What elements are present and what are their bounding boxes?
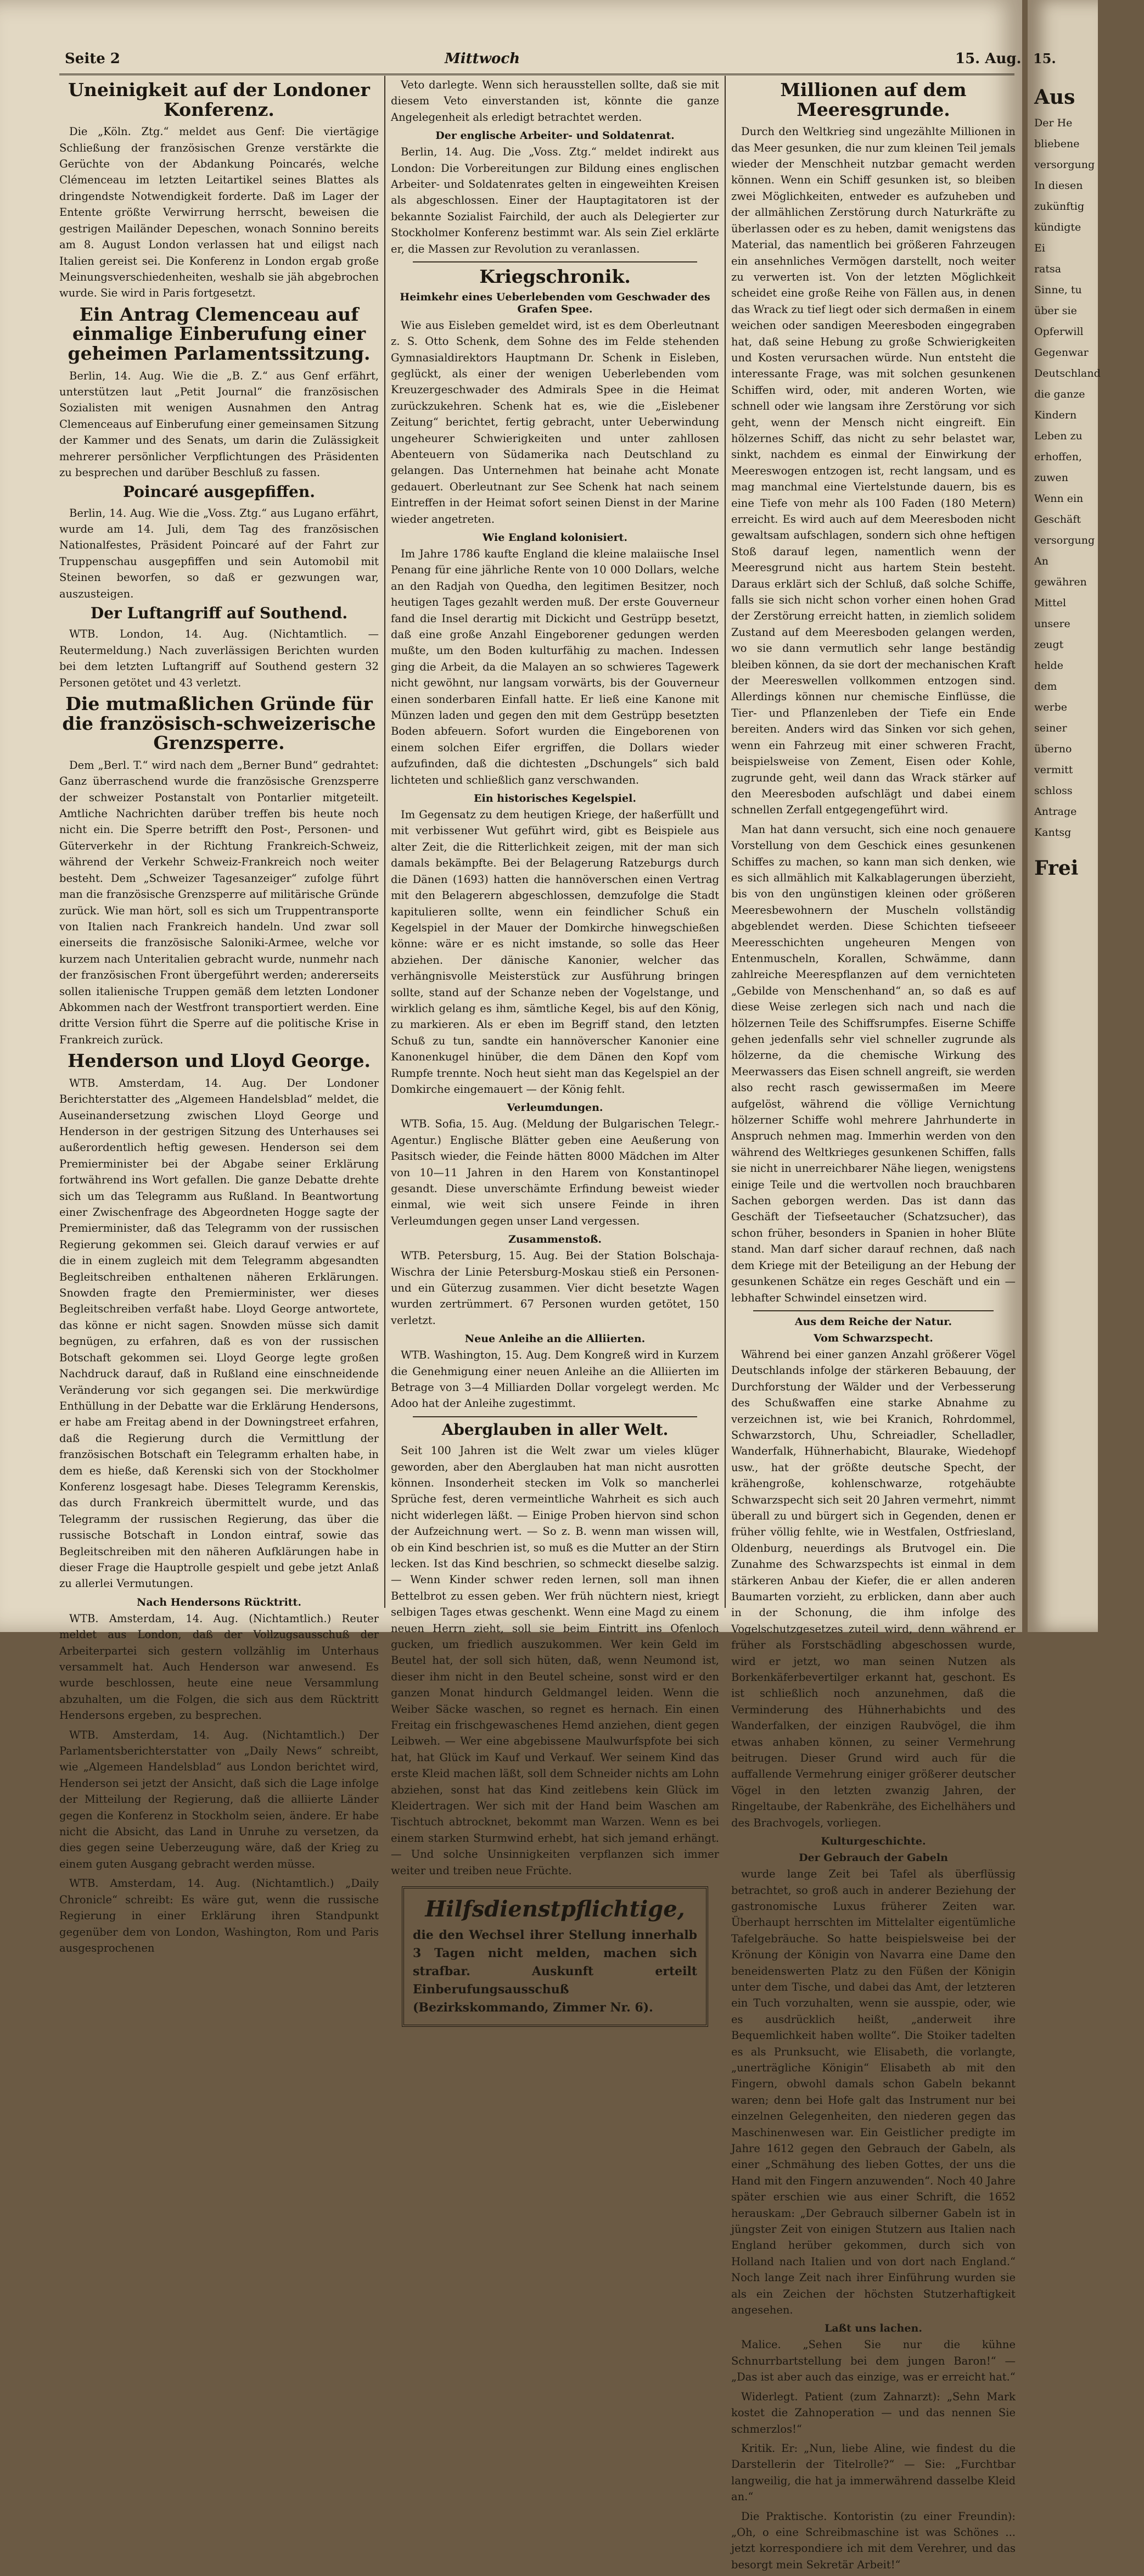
article: [391, 130, 719, 257]
subheadline: Wie England kolonisiert.: [483, 531, 627, 544]
article: [391, 1422, 719, 1879]
edge-line: die ganze: [1034, 388, 1085, 400]
subheadline: Heimkehr eines Ueberlebenden vom Geschwader des Grafen Spee.: [400, 290, 710, 315]
edge-line: In diesen: [1034, 180, 1083, 192]
column-rule: [725, 76, 726, 1608]
edge-line: dem: [1034, 680, 1057, 692]
headline: Laßt uns lachen.: [825, 2322, 922, 2335]
article-body: Veto darlegte. Wenn sich herausstellen sollte, daß sie mit diesem Veto einverstanden ist, könnte die ganze Angelegenheit als erledigt betrachtet werden.: [391, 79, 719, 124]
edge-line: Ei: [1034, 242, 1045, 254]
edge-line: seiner: [1034, 722, 1067, 734]
article-body: Seit 100 Jahren ist die Welt zwar um vieles klüger geworden, aber den Aberglauben hat man nicht ausrotten können. Insonderheit stecken im Volk so mancherlei Sprüche fest, deren vermeintliche Wahrheit es sich auch nicht widerlegen läßt. — Einige Proben hiervon sind schon der Aufzeichnung wert. — So z. B. wenn man wissen will, ob ein Kind beschrien ist, so muß es die Mutter an der Stirn lecken. Ist das Kind beschrien, so schmeckt dieselbe salzig. — Wenn Kinder schwer reden lernen, soll man ihnen Bettelbrot zu essen geben. Wer früh nüchtern niest, kriegt selbigen Tages etwas geschenkt. Wenn eine Magd zu einem neuen Herrn zieht, soll sie beim Eintritt ins Ofenloch gucken, um friedlich auszukommen. Wer kein Geld im Beutel hat, der soll sich hüten, daß, wenn Neumond ist, dieser ihm nicht in den Beutel scheine, sonst wird er den ganzen Monat hindurch Geldmangel leiden. Wenn die Weiber Säcke waschen, so regnet es hernach. Ein einen Freitag ein frischgewaschenes Hemd anziehen, dient gegen Leibweh. — Wer eine abgebissene Maulwurfspfote bei sich hat, hat Glück im Kauf und Verkauf. Wer seinem Kind das erste Kleid machen läßt, soll dem Schneider nichts am Lohn abziehen, sonst hat das Kind zeitlebens kein Glück im Kleidertragen. Wer sich mit der Hand beim Waschen am Tischtuch abtrocknet, bekommt man Warzen. Wenn es bei einem starken Sturmwind erhebt, hat sich jemand erhängt. — Und solche Unsinnigkeiten verpflanzen sich immer weiter und treiben neue Früchte.: [391, 1444, 719, 1877]
divider: [413, 1416, 697, 1417]
headline: Poincaré ausgepfiffen.: [123, 483, 315, 501]
subheadline: Vom Schwarzspecht.: [814, 1332, 933, 1344]
headline: Kriegschronik.: [479, 266, 631, 288]
article: [59, 1596, 379, 1957]
article: [59, 1051, 379, 1592]
headline: Aus dem Reiche der Natur.: [794, 1315, 952, 1328]
headline: Aberglauben in aller Welt.: [441, 1420, 669, 1439]
article-body: WTB. Petersburg, 15. Aug. Bei der Station Bolschaja-Wischra der Linie Petersburg-Moskau stieß ein Personen- und ein Güterzug zusammen. Vier dicht besetzte Wagen wurden zertrümmert. 67 Personen wurden getötet, 150 verletzt.: [391, 1249, 719, 1327]
next-page-edge: [1028, 0, 1101, 1632]
edge-line: vermitt: [1034, 764, 1073, 776]
article: [59, 694, 379, 1048]
column-rule: [384, 76, 385, 1608]
edge-line: Geschäft: [1034, 513, 1081, 526]
article: [59, 605, 379, 691]
edge-line: schloss: [1034, 785, 1073, 797]
edge-line: Sinne, tu: [1034, 284, 1082, 296]
article: [731, 2322, 1016, 2573]
article: [731, 1835, 1016, 2318]
article-body: Im Jahre 1786 kaufte England die kleine malaiische Insel Penang für eine jährliche Rente von 10 000 Dollars, welche an den Radjah von Quedha, den legitimen Besitzer, noch heutigen Tages gezahlt werden muß. Der erste Gouverneur fand die Insel derartig mit Dickicht und Gestrüpp besetzt, daß eine große Anzahl Eingeborener gedungen werden mußte, um den Boden kulturfähig zu machen. Indessen ging die Arbeit, da die Malayen an so schwieres Tagewerk nicht gewöhnt, nur langsam vorwärts, bis der Gouverneur einen sonderbaren Einfall hatte. Er ließ eine Kanone mit Münzen laden und gegen den mit dem Gestrüpp besetzten Boden abfeuern. Sofort wurden die Eingeborenen von einem solchen Eifer ergriffen, die Dollars wieder aufzufinden, daß die dichtesten „Dschungels“ sich bald lichteten und schließlich ganz verschwanden.: [391, 547, 719, 786]
edge-line: zuwen: [1034, 472, 1068, 484]
edge-line: ratsa: [1034, 263, 1062, 275]
divider: [413, 261, 697, 262]
next-page-text: [1034, 115, 1144, 840]
article-body: WTB. Washington, 15. Aug. Dem Kongreß wird in Kurzem die Genehmigung einer neuen Anleihe an die Alliierten im Betrage von 3—4 Milliarden Dollar vorgelegt werden. Mc Adoo hat der Anleihe zugestimmt.: [391, 1349, 719, 1410]
subheadline: Der Gebrauch der Gabeln: [799, 1852, 948, 1864]
article-body: Dem „Berl. T.“ wird nach dem „Berner Bund“ gedrahtet: Ganz überraschend wurde die französische Grenzsperre der schweizer Postanstalt von Pontarlier mitgeteilt. Amtliche Nachrichten darüber treffen bis heute noch nicht ein. Die Sperre betrifft den Post-, Personen- und Güterverkehr in der Richtung Frankreich-Schweiz, während der Verkehr Schweiz-Frankreich noch weiter besteht. Dem „Schweizer Tagesanzeiger“ zufolge führt man die französische Grenzsperre auf militärische Gründe zurück. Wie man hört, soll es sich um Truppentransporte von Italien nach Frankreich handeln. Und zwar soll einerseits die französische Saloniki-Armee, welche vor kurzem nach Unteritalien gebracht wurde, nunmehr nach der französischen Front übergeführt werden; andererseits sollen italienische Truppen gemäß dem letzten Londoner Abkommen nach der Westfront transportiert werden. Eine dritte Version führt die Sperre auf die politische Krise in Frankreich zurück.: [59, 758, 379, 1046]
advertisement-title: Hilfsdienstpflichtige,: [425, 1896, 685, 1923]
joke: Kritik. Er: „Nun, liebe Aline, wie findest du die Darstellerin der Titelrolle?“ — Sie: „Furchtbar langweilig, die hat ja immerwährend dasselbe Kleid an.“: [731, 2441, 1016, 2504]
edge-line: erhoffen,: [1034, 451, 1083, 463]
edge-line: helde: [1034, 660, 1063, 672]
edge-line: zukünftig: [1034, 200, 1085, 213]
column-3: [731, 77, 1016, 2576]
edge-line: Kantsg: [1034, 826, 1072, 839]
article-body: WTB. Sofia, 15. Aug. (Meldung der Bulgarischen Telegr.-Agentur.) Englische Blätter geben eine Aeußerung von Pasitsch wieder, die Feinde hätten 8000 Mädchen im Alter von 10—11 Jahren in den Harem von Konstantinopel gesandt. Diese unverschämte Erfindung beweist wieder einmal, wie weit sich unsere Feinde in ihren Verleumdungen gegen unser Land vergessen.: [391, 1117, 719, 1227]
article: [391, 267, 719, 527]
edge-line: Leben zu: [1034, 430, 1083, 442]
subheadline: Verleumdungen.: [507, 1102, 603, 1114]
headline: Ein Antrag Clemenceau auf einmalige Einberufung einer geheimen Parlamentssitzung.: [68, 303, 371, 364]
article-body: WTB. London, 14. Aug. (Nichtamtlich. — Reutermeldung.) Nach zuverlässigen Berichten wurden bei dem letzten Luftangriff auf Southend gestern 32 Personen getötet und 43 verletzt.: [59, 628, 379, 689]
article-body: Berlin, 14. Aug. Die „Voss. Ztg.“ meldet indirekt aus London: Die Vorbereitungen zur Bildung eines englischen Arbeiter- und Soldatenrates gelten in eingeweihten Kreisen als abgeschlossen. Einer der Hauptagitatoren ist der bekannte Sozialist Fairchild, der auch als Delegierter zur Stockholmer Konferenz bestimmt war. Als sein Ziel erklärte er, die Massen zur Revolution zu veranlassen.: [391, 146, 719, 255]
edge-line: über sie: [1034, 305, 1077, 317]
edge-line: Opferwill: [1034, 326, 1084, 338]
article-body: Man hat dann versucht, sich eine noch genauere Vorstellung von dem Geschick eines gesunkenen Schiffes zu machen, so kann man sich denken, wie es sich allmählich mit Kalkablagerungen überzieht, bis von den ungünstigen kleinen oder größeren Meeresbewohnern der Muscheln vollständig abgeblendet werden. Diese Schichten tiefseeer Meeresschichten ungeheuren Mengen von Entenmuscheln, Korallen, Schwämme, dann zahlreiche Meerespflanzen auf dem vernichteten „Gebilde von Menschenhand“ an, so daß es auf diese Weise zerlegen sich nach und nach die hölzernen Teile des Schiffsrumpfes. Eiserne Schiffe gehen jedenfalls sehr viel schneller zugrunde als hölzerne, da die chemische Wirkung des Meerwassers das Eisen schnell angreift, sie werden also recht rasch gewissermaßen im Meere aufgelöst, während die völlige Vernichtung hölzerner Schiffe wohl mehrere Jahrhunderte in Anspruch nehmen mag. Immerhin werden von den während des Weltkrieges gesunkenen Schiffen, falls sie nicht in unerreichbarer Nähe liegen, wenigstens einige Teile und die wertvollen noch brauchbaren Sachen geborgen werden. Das ist dann das Geschäft der Tiefseetaucher (Schatzsucher), das schon früher, besonders in Spanien in hoher Blüte stand. Man darf sicher darauf rechnen, daß nach dem Kriege mit der Beteiligung an der Hebung der gesunkenen Schätze ein reges Geschäft und ein — lebhafter Schwindel einsetzen wird.: [731, 823, 1016, 1304]
header-rule: [59, 74, 1014, 75]
edge-line: unsere: [1034, 618, 1070, 630]
subheadline: Neue Anleihe an die Alliierten.: [464, 1333, 646, 1345]
article: [731, 80, 1016, 1306]
edge-line: Antrage: [1034, 806, 1077, 818]
article-body: Im Gegensatz zu dem heutigen Kriege, der haßerfüllt und mit verbissener Wut geführt wird, gibt es Beispiele aus alter Zeit, die die Ritterlichkeit zeigen, mit der man sich damals bekämpfte. Bei der Belagerung Ratzeburgs durch die Dänen (1693) hatten die hannöverschen einen Vertrag mit den Belagerern abgeschlossen, demzufolge die Stadt kapitulieren sollte, wenn ein feindlicher Schuß ein Kegelspiel in der Mauer der Domkirche hinwegschießen könne: wäre er es nicht imstande, so solle das Heer abziehen. Der dänische Kanonier, welcher das verhängnisvolle Meisterstück zur Ausführung bringen sollte, stand auf der Schanze neben der Vogelstange, und wirklich gelang es ihm, sämtliche Kegel, bis auf den König, zu markieren. Als er eben im Begriff stand, den letzten Schuß zu tun, sandte ein hannöverscher Kanonier eine Kanonenkugel hinüber, die dem Dänen den Kopf vom Rumpfe trennte. Noch heut sieht man das Kegelspiel an der Domkirche eingemauert — der König fehlt.: [391, 808, 719, 1096]
headline: Uneinigkeit auf der Londoner Konferenz.: [68, 79, 370, 120]
joke: Malice. „Sehen Sie nur die kühne Schnurrbartstellung bei dem jungen Baron!“ — „Das ist aber auch das einzige, was er erreicht hat.“: [731, 2338, 1016, 2384]
edge-line: versorgung: [1034, 534, 1095, 546]
edge-line: Gegenwar: [1034, 347, 1089, 359]
article: [391, 1233, 719, 1328]
edge-line: Mittel: [1034, 597, 1067, 609]
article-body: WTB. Amsterdam, 14. Aug. (Nichtamtlich.) „Daily Chronicle“ schreibt: Es wäre gut, wenn die russische Regierung in einer Erklärung ihren Standpunkt gegenüber dem von London, Washington, Rom und Paris ausgesprochenen: [59, 1877, 379, 1954]
headline: Der Luftangriff auf Southend.: [90, 604, 348, 623]
article-body: Berlin, 14. Aug. Wie die „Voss. Ztg.“ aus Lugano erfährt, wurde am 14. Juli, dem Tag des französischen Nationalfestes, Präsident Poincaré auf der Fahrt zur Truppenschau ausgepfiffen und sein Automobil mit Steinen beworfen, so daß er gezwungen war, auszusteigen.: [59, 506, 379, 600]
next-page-number: 15.: [1033, 51, 1056, 66]
edge-line: zeugt: [1034, 639, 1064, 651]
article: [391, 1102, 719, 1229]
article: [731, 1316, 1016, 1831]
joke: Die Praktische. Kontoristin (zu einer Freundin): „Oh, o eine Schreibmaschine ist was Schönes ... jetzt korrespondiere ich mit dem Verehrer, und das besorgt mein Sekretär Arbeit!“: [731, 2510, 1016, 2571]
column-1: [59, 77, 379, 1959]
next-page-headline-2: Frei: [1034, 857, 1079, 880]
date: 15. Aug.: [955, 51, 1022, 67]
edge-line: An: [1034, 555, 1048, 567]
headline: Millionen auf dem Meeresgrunde.: [780, 79, 967, 120]
article: [59, 305, 379, 481]
article-body: Die „Köln. Ztg.“ meldet aus Genf: Die viertägige Schließung der französischen Grenze verstärkte die Gerüchte von der Abdankung Poincarés, welche Clémenceau im letzten Leitartikel seines Blattes als dringendste Notwendigkeit forderte. Daß im Lager der Entente größte Verwirrung herrscht, beweisen die gestrigen Mailänder Depeschen, wonach Sonnino bereits am 8. August London verlassen hat und eiligst nach Italien gereist sei. Die Konferenz in London ergab große Meinungsverschiedenheiten, weshalb sie jäh abgebrochen wurde. Sie wird in Paris fortgesetzt.: [59, 125, 379, 300]
edge-line: überno: [1034, 743, 1072, 755]
article: [391, 792, 719, 1097]
edge-line: Kindern: [1034, 409, 1077, 421]
weekday: Mittwoch: [445, 51, 520, 67]
article-body: wurde lange Zeit bei Tafel als überflüssig betrachtet, so groß auch in anderer Beziehung der gastronomische Luxus früherer Zeiten war. Überhaupt herrschten im Mittelalter eigentümliche Tafelgebräuche. So hatte beispielsweise bei der Krönung der Königin von Navarra eine Dame den beneidenswerten Platz zu den Füßen der Königin unter dem Tische, und dabei das Amt, der letzteren ein Tuch vorzuhalten, wenn sie ausspie, oder, wie es ausdrücklich heißt, „anderweit ihre Bequemlichkeit haben wollte“. Die Stoiker tadelten es als Prunksucht, wie Elisabeth, die vorlangte, „unerträgliche Königin“ Elisabeth ab mit den Fingern, obwohl damals schon Gabeln bekannt waren; denn bei Hofe galt das Instrument nur bei einzelnen Gelegenheiten, den niederen gegen das Maschinenwesen war. Ein Geistlicher predigte im Jahre 1612 gegen den Gebrauch der Gabeln, als einer „Schmähung des lieben Gottes, der uns die Hand mit den Fingern anzuwenden“. Noch 40 Jahre später erschien wie aus einer Schrift, die 1652 herauskam: „Der Gebrauch silberner Gabeln ist in jüngster Zeit von einigen Stutzern aus Italien nach England herüber gekommen, durch sich von Holland nach Italien und von dort nach England.“ Noch lange Zeit nach ihrer Einführung wurden sie als ein Zeichen der höchsten Stutzerhaftigkeit angesehen.: [731, 1868, 1016, 2317]
edge-line: bliebene: [1034, 138, 1080, 150]
headline: Die mutmaßlichen Gründe für die französisch-schweizerische Grenzsperre.: [62, 692, 376, 754]
article-body: WTB. Amsterdam, 14. Aug. (Nichtamtlich.) Reuter meldet aus London, daß der Vollzugsausschuß der Arbeiterpartei sich gestern vollzählig im Unterhaus versammelt hat. Auch Henderson war anwesend. Es wurde beschlossen, heute eine neue Versammlung abzuhalten, um die Folgen, die sich aus dem Rücktritt Hendersons ergeben, zu besprechen.: [59, 1612, 379, 1722]
article-body: Durch den Weltkrieg sind ungezählte Millionen in das Meer gesunken, die nur zum kleinen Teil jemals wieder der Menschheit nutzbar gemacht werden können. Wenn ein Schiff gesunken ist, so bleiben zwei Möglichkeiten, entweder es aufzuheben und der allmählichen Zerstörung durch Naturkräfte zu überlassen oder es zu heben, damit wenigstens das Material, das namentlich bei größeren Fahrzeugen ein ansehnliches Vermögen darstellt, noch weiter zu verwerten ist. Von der letzten Möglichkeit scheidet eine große Reihe von Fällen aus, in denen das Wrack zu tief liegt oder sich dermaßen in einem weichen oder sandigen Meeresboden eingegraben hat, daß seine Hebung zu große Schwierigkeiten und Kosten verursachen würde. Nun entsteht die interessante Frage, was mit solchen gesunkenen Schiffen wird, oder, mit anderen Worten, wie schnell oder wie langsam ihre Zerstörung vor sich geht, wenn der Mensch nicht eingreift. Ein hölzernes Schiff, das nicht zu sehr belastet war, sinkt, nachdem es einmal der Einwirkung der Meereswogen entzogen ist, recht langsam, und es mag manchmal eine Viertelstunde dauern, bis es eine Tiefe von mehr als 100 Faden (180 Metern) erreicht. Es wird auch auf dem Meeresboden nicht gewaltsam aufschlagen, sondern sich ohne heftigen Stoß darauf legen, namentlich wenn der Meeresgrund nicht aus hartem Stein besteht. Daraus erklärt sich der Schluß, daß solche Schiffe, falls sie sich nicht schon vorher einen hohen Grad der Zerstörung erreicht hatten, in ziemlich solidem Zustand auf dem Meeresboden gelangen werden, wo sie dann vermutlich sehr lange beständig bleiben können, da sie dort der mechanischen Kraft der Meereswellen vollkommen entzogen sind. Allerdings können nur chemische Einflüsse, die Tier- und Pflanzenleben der Tiefe ein Ende bereiten. Anders wird das Sinken vor sich gehen, wenn ein Fahrzeug mit einer schweren Fracht, beispielsweise von Zement, Eisen oder Kohle, zugrunde geht, weil dann das Wrack stärker auf den Meeresboden aufschlägt und dabei einem schnellen Zerfall entgegengeführt wird.: [731, 125, 1016, 817]
joke: Widerlegt. Patient (zum Zahnarzt): „Sehn Mark kostet die Zahnoperation — und das nennen Sie schmerzlos!“: [731, 2390, 1016, 2435]
article: [391, 532, 719, 788]
article-body: Wie aus Eisleben gemeldet wird, ist es dem Oberleutnant z. S. Otto Schenk, dem Sohne des im Felde stehenden Gymnasialdirektors Hauptmann Dr. Schenk in Eisleben, geglückt, als einer der wenigen Ueberlebenden vom Kreuzergeschwader des Admirals Spee in die Heimat zurückzukehren. Schenk hat es, wie die „Eislebener Zeitung“ berichtet, fertig gebracht, unter Ueberwindung ungeheurer Schwierigkeiten und unter zahllosen Abenteuern von Südamerika nach Deutschland zu gelangen. Das Unternehmen hat beinahe acht Monate gedauert. Oberleutnant zur See Schenk hat nach seinem Eintreffen in der Heimat sofort seinen Dienst in der Marine wieder angetreten.: [391, 318, 719, 526]
subheadline: Ein historisches Kegelspiel.: [474, 792, 636, 805]
article-body: Während bei einer ganzen Anzahl größerer Vögel Deutschlands infolge der stärkeren Bebauung, der Durchforstung der Wälder und der Verbesserung des Schußwaffen eine starke Abnahme zu verzeichnen ist, wie bei Kranich, Rohrdommel, Schwarzstorch, Uhu, Schreiadler, Schelladler, Wanderfalk, Hühnerhabicht, Blaurake, Wiedehopf usw., hat der größte deutsche Specht, der krähengroße, kohlenschwarze, rotgehäubte Schwarzspecht sich seit 20 Jahren vermehrt, nimmt überall zu und bürgert sich in Gegenden, denen er früher völlig fehlte, wie in Westfalen, Ostfriesland, Oldenburg, neuerdings als Brutvogel ein. Die Zunahme des Schwarzspechts ist einmal in dem stärkeren Anbau der Kiefer, die er allen anderen Baumarten vorzieht, zu erblicken, dann aber auch in der Schonung, die ihm infolge des Vogelschutzgesetzes zuteil wird, denn während er früher als Forstschädling abgeschossen wurde, wird er jetzt, wo man seinen Nutzen als Borkenkäferbevertilger erkannt hat, geschont. Es ist schließlich noch anzunehmen, daß die Verminderung des Hühnerhabichts und des Wanderfalken, der einzigen Raubvögel, die ihm etwas anhaben können, zu seiner Vermehrung beitrugen. Dieser Grund wird auch für die auffallende Vermehrung einiger größerer deutscher Vögel in den letzten zwanzig Jahren, der Ringeltaube, der Rabenkrähe, des Eichelhähers und des Brachvogels, vorliegen.: [731, 1348, 1016, 1829]
article-body: WTB. Amsterdam, 14. Aug. (Nichtamtlich.) Der Parlamentsberichterstatter von „Daily News“ schreibt, wie „Algemeen Handelsblad“ aus London berichtet wird, Henderson sei jetzt der Ansicht, daß sich die Lage infolge der Mitteilung der Regierung, daß die alliierte Länder gegen die Konferenz in Stockholm seien, ändere. Er habe nicht die Absicht, das Land in Unruhe zu versetzen, da dies gegen seine Ueberzeugung wäre, daß der Krieg zu einem guten Ausgang gebracht werden müsse.: [59, 1728, 379, 1870]
edge-line: kündigte: [1034, 221, 1081, 233]
article: [59, 80, 379, 301]
article-body: Berlin, 14. Aug. Wie die „B. Z.“ aus Genf erfährt, unterstützen laut „Petit Journal“ die französischen Sozialisten mit wenigen Ausnahmen den Antrag Clemenceaus auf Einberufung einer gemeinsamen Sitzung der Kammer und des Senats, um darin die Zulässigkeit mehrerer persönlicher Verpflichtungen des Präsidenten zu besprechen und darüber Beschluß zu fassen.: [59, 369, 379, 479]
edge-line: versorgung: [1034, 159, 1095, 171]
article: [391, 1333, 719, 1412]
edge-line: gewähren: [1034, 576, 1087, 588]
subheadline: Der englische Arbeiter- und Soldatenrat.: [435, 130, 675, 142]
next-page-headline: Aus: [1034, 86, 1075, 109]
article-body: WTB. Amsterdam, 14. Aug. Der Londoner Berichterstatter des „Algemeen Handelsblad“ meldet, die Auseinandersetzung zwischen Lloyd George und Henderson in der gestrigen Sitzung des Unterhauses sei außerordentlich heftig gewesen. Henderson sei dem Premierminister bei der Abgabe seiner Erklärung fortwährend ins Wort gefallen. Die ganze Debatte drehte sich um das Telegramm aus Rußland. In Beantwortung einer Zwischenfrage des Abgeordneten Hogge sagte der Premierminister, daß das Telegramm von der russischen Regierung gekommen sei. Gleich darauf verwies er auf die in einem zugleich mit dem Telegramm abgesandten Begleitschreiben enthaltenen näheren Erklärungen. Snowden fragte den Premierminister, wer dieses Begleitschreiben verfaßt habe. Lloyd George antwortete, das könne er nicht sagen. Snowden müsse sich damit begnügen, zu erfahren, daß es von der russischen Botschaft gekommen sei. Lloyd George legte großen Nachdruck darauf, daß in Rußland eine einschneidende Veränderung vor sich gegangen sei. Die merkwürdige Enthüllung in der Debatte war die Erklärung Hendersons, er habe am Freitag abend in der Downingstreet erfahren, daß die Regierung durch die Vermittlung der französischen Botschaft ein Telegramm erhalten habe, in dem es hieße, daß Kerenski sich von der Stockholmer Konferenz losgesagt habe. Dieses Telegramm Kerenskis, das durch Frankreich übermittelt wurde, und das Telegramm der russischen Regierung, das über die russische Botschaft in London eintraf, sowie das Begleitschreiben mit den näheren Aufklärungen habe in dieser Frage die Hauptrolle gespielt und gebe jetzt Anlaß zu allerlei Vermutungen.: [59, 1076, 379, 1590]
article: [59, 484, 379, 602]
divider: [753, 1310, 994, 1311]
edge-line: Der He: [1034, 117, 1073, 129]
subheadline: Zusammenstoß.: [508, 1233, 602, 1246]
headline: Kulturgeschichte.: [821, 1835, 926, 1848]
advertisement-box: [402, 1886, 708, 2027]
page-number: Seite 2: [65, 51, 120, 67]
headline: Henderson und Lloyd George.: [68, 1050, 371, 1072]
edge-line: Wenn ein: [1034, 493, 1084, 505]
edge-line: Deutschland: [1034, 367, 1101, 379]
edge-line: werbe: [1034, 701, 1067, 713]
column-2: [391, 77, 719, 2027]
subheadline: Nach Hendersons Rücktritt.: [137, 1596, 301, 1608]
advertisement-body: die den Wechsel ihrer Stellung innerhalb 3 Tagen nicht melden, machen sich strafbar. Auskunft erteilt Einberufungsausschuß (Bezirkskommando, Zimmer Nr. 6).: [413, 1928, 697, 2015]
